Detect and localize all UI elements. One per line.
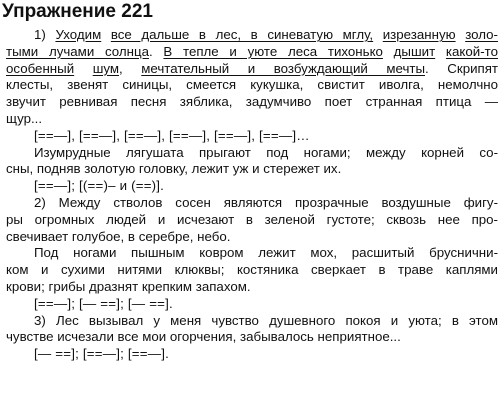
sentence-scheme: [— ==]; [==—]; [==—]. <box>34 346 170 362</box>
text-fragment: . Скрипят <box>425 60 499 76</box>
subject-underlined: шум <box>92 60 119 76</box>
modifier-underlined: какой-то <box>445 43 498 59</box>
text-line: ком и сухими нитями клюквы; костяника сверкает в траве каплями <box>6 262 498 278</box>
sentence-scheme: [==—]; [(==)– и (==)]. <box>34 178 165 194</box>
text-line: сны, подняв золотую головку, лежит уж и стережет их. <box>6 161 342 177</box>
text-line <box>6 44 498 61</box>
text-line: ры огромных людей и исчезают в зеленой густоте; сквозь нее про- <box>6 211 498 227</box>
predicate-underlined: дышит <box>393 43 436 59</box>
space <box>435 44 446 59</box>
space <box>456 27 466 42</box>
text-line: крови; грибы дразнят крепким запахом. <box>6 278 251 294</box>
text-line: звучит ревнивая песня зяблика, задумчиво поет странная птица — <box>6 94 498 110</box>
subject-underlined: Уходим <box>55 27 102 42</box>
text-line: щур... <box>6 110 43 126</box>
text-line: 2) Между стволов сосен являются прозрачные воздушные фигу- <box>34 194 498 210</box>
text-line <box>6 27 498 44</box>
text-line: Под ногами пышным ковром лежит мох, расшитый бруснични- <box>34 245 498 261</box>
sentence-scheme: [==—], [==—], [==—], [==—], [==—], [==—]… <box>34 127 310 143</box>
space <box>101 27 111 42</box>
modifier-underlined: тыми лучами солнца <box>6 43 149 59</box>
exercise-title: Упражнение 221 <box>2 1 153 22</box>
sentence-scheme: [==—]; [— ==]; [— ==]. <box>34 295 173 311</box>
circumstance-underlined: В тепле и уюте леса тихонько <box>163 43 383 59</box>
punctuation: , <box>119 60 142 76</box>
modifier-underlined: изрезанную <box>382 27 456 42</box>
space <box>373 27 383 42</box>
circumstance-underlined: все дальше в лес, в синеватую мглу, <box>110 27 374 42</box>
text-line: 3) Лес вызывал у меня чувство душевного покоя и уюта; в этом <box>34 312 498 328</box>
text-line: свечивает голубое, в серебре, небо. <box>6 228 231 244</box>
space <box>383 44 394 59</box>
text-line: клесты, звенят синицы, смеется кукушка, свистит иволга, немолчно <box>6 77 498 93</box>
modifier-underlined: особенный <box>6 60 75 76</box>
text-line <box>6 61 498 78</box>
punctuation: . <box>148 43 164 59</box>
modifier-underlined: золо- <box>465 27 498 42</box>
modifier-underlined: мечтательный и возбуждающий мечты <box>141 60 426 76</box>
sentence-number: 1) <box>34 27 56 42</box>
space <box>74 61 93 76</box>
text-line: чувстве исчезали все мои огорчения, забывалось неприятное... <box>6 329 401 345</box>
exercise-body <box>6 27 498 363</box>
text-line: Изумрудные лягушата прыгают под ногами; между корней со- <box>34 144 498 160</box>
